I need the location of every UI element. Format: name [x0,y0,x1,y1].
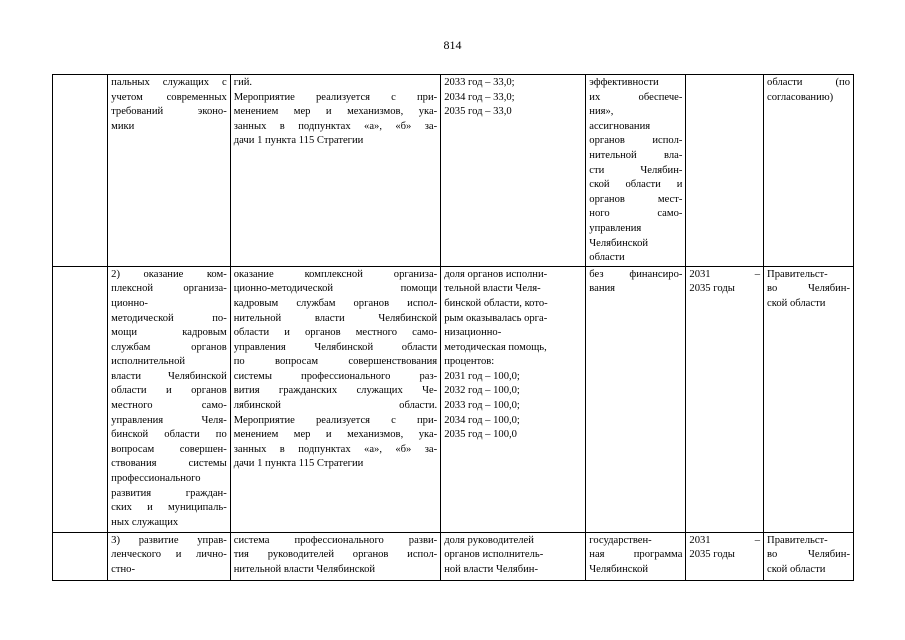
cell-line: 2033 год – 33,0; [444,77,515,88]
cell-line: ная программа [589,549,683,561]
cell-line: области [589,252,625,264]
cell-line: области (по [767,77,850,88]
funding-cell [586,75,686,267]
cell-line: области и органов местного само- [233,327,438,339]
cell-line: согласованию) [767,91,834,103]
indicator-cell [441,532,586,580]
cell-line: местного само- [111,400,227,412]
task-cell [108,266,231,532]
cell-line: доля руководителей [444,534,534,546]
task-cell [108,532,231,580]
cell-line: менением мер и механизмов, ука- [233,106,438,118]
cell-line: без финансиро- [589,268,683,280]
cell-line: управления Челябинской области [233,341,438,353]
cell-line: 2031 – [689,534,761,546]
cell-line: ской области [767,563,826,575]
cell-line: мощи кадровым [111,327,227,339]
cell-line: ного само- [589,208,683,220]
cell-line: методической по- [111,312,227,324]
cell-line: службам органов [111,341,227,353]
cell-line: стно- [111,563,135,575]
cell-line: вопросам совершен- [111,443,227,455]
program-table [52,74,854,581]
table-row [53,532,854,580]
cell-line: ния», [589,106,614,118]
cell-line: 3) развитие управ- [111,534,227,546]
funding-cell [586,266,686,532]
cell-line: их обеспече- [589,91,683,103]
cell-line: Челябинской [589,563,649,575]
table-row [53,75,854,267]
period-cell [686,532,764,580]
cell-line: лябинской области. [233,400,438,412]
cell-line: по вопросам совершенствования [233,356,438,368]
period-cell [686,266,764,532]
cell-line: системы профессионального раз- [233,370,438,382]
cell-line: бинской области, кото- [444,297,548,309]
cell-line: требований эконо- [111,106,227,118]
cell-line: 2035 год – 100,0 [444,429,517,441]
cell-line: мики [111,120,135,132]
cell-line: рым оказывалась орга- [444,312,548,324]
cell-line: во Челябин- [767,283,850,295]
cell-line: методическая помощь, [444,341,547,353]
cell-line: занных в подпунктах «а», «б» за- [233,120,438,132]
cell-line: 2031 год – 100,0; [444,370,520,382]
cell-line: 2) оказание ком- [111,268,227,280]
cell-line: Челябинской [589,237,649,249]
cell-line: ционно-методической помощи [233,283,438,295]
number-cell [53,532,108,580]
number-cell [53,75,108,267]
cell-line: оказание комплексной организа- [233,268,438,280]
cell-line: учетом современных [111,91,227,103]
number-cell [53,266,108,532]
cell-line: дачи 1 пункта 115 Стратегии [233,458,364,470]
cell-line: ствования системы [111,458,227,470]
cell-line: нительной вла- [589,149,683,161]
cell-line: управления [589,222,642,234]
cell-line: 2034 год – 33,0; [444,91,515,103]
cell-line: государствен- [589,534,652,546]
cell-line: сти Челябин- [589,164,683,176]
cell-line: ской области [767,297,826,309]
cell-line: развития граждан- [111,487,227,499]
cell-line: бинской области по [111,429,227,441]
cell-line: ской области и [589,179,683,191]
period-cell [686,75,764,267]
cell-line: низационно- [444,327,502,339]
responsible-cell [764,266,854,532]
cell-line: органов мест- [589,193,683,205]
cell-line: эффективности [589,77,659,88]
cell-line: вания [589,283,616,295]
cell-line: 2034 год – 100,0; [444,414,520,426]
cell-line: дачи 1 пункта 115 Стратегии [233,135,364,147]
cell-line: пальных служащих с [111,77,227,88]
cell-line: 2035 годы [689,549,735,561]
cell-line: Правительст- [767,534,828,546]
funding-cell [586,532,686,580]
cell-line: 2033 год – 100,0; [444,400,520,412]
indicator-cell [441,75,586,267]
cell-line: система профессионального разви- [233,534,438,546]
cell-line: ленческого и лично- [111,549,227,561]
cell-line: гий. [233,77,253,88]
cell-line: тия руководителей органов испол- [233,549,438,561]
cell-line: ной власти Челябин- [444,563,538,575]
cell-line: управления Челя- [111,414,227,426]
cell-line: ассигнования [589,120,651,132]
measure-cell [230,75,440,267]
cell-line: плексной организа- [111,283,227,295]
cell-line: менением мер и механизмов, ука- [233,429,438,441]
cell-line: Мероприятие реализуется с при- [233,414,438,426]
cell-line: 2031 – [689,268,761,280]
cell-line: Мероприятие реализуется с при- [233,91,438,103]
cell-line: нительной власти Челябинской [233,312,438,324]
page-number: 814 [443,38,462,52]
cell-line: исполнительной [111,356,186,368]
cell-line: 2035 годы [689,283,735,295]
cell-line: области и органов [111,385,227,397]
cell-line: ционно- [111,297,148,309]
cell-line: 2035 год – 33,0 [444,106,512,118]
measure-cell [230,532,440,580]
cell-line: нительной власти Челябинской [233,563,376,575]
cell-line: тельной власти Челя- [444,283,541,295]
cell-line: власти Челябинской [111,370,227,382]
indicator-cell [441,266,586,532]
cell-line: органов исполнитель- [444,549,544,561]
cell-line: вития гражданских служащих Че- [233,385,438,397]
measure-cell [230,266,440,532]
cell-line: ских и муниципаль- [111,502,227,514]
cell-line: занных в подпунктах «а», «б» за- [233,443,438,455]
cell-line: Правительст- [767,268,828,280]
cell-line: доля органов исполни- [444,268,548,280]
table-row [53,266,854,532]
cell-line: органов испол- [589,135,683,147]
cell-line: 2032 год – 100,0; [444,385,520,397]
responsible-cell [764,532,854,580]
cell-line: ных служащих [111,516,179,528]
cell-line: процентов: [444,356,495,368]
responsible-cell [764,75,854,267]
task-cell [108,75,231,267]
cell-line: кадровым службам органов испол- [233,297,438,309]
cell-line: профессионального [111,473,201,485]
cell-line: во Челябин- [767,549,850,561]
